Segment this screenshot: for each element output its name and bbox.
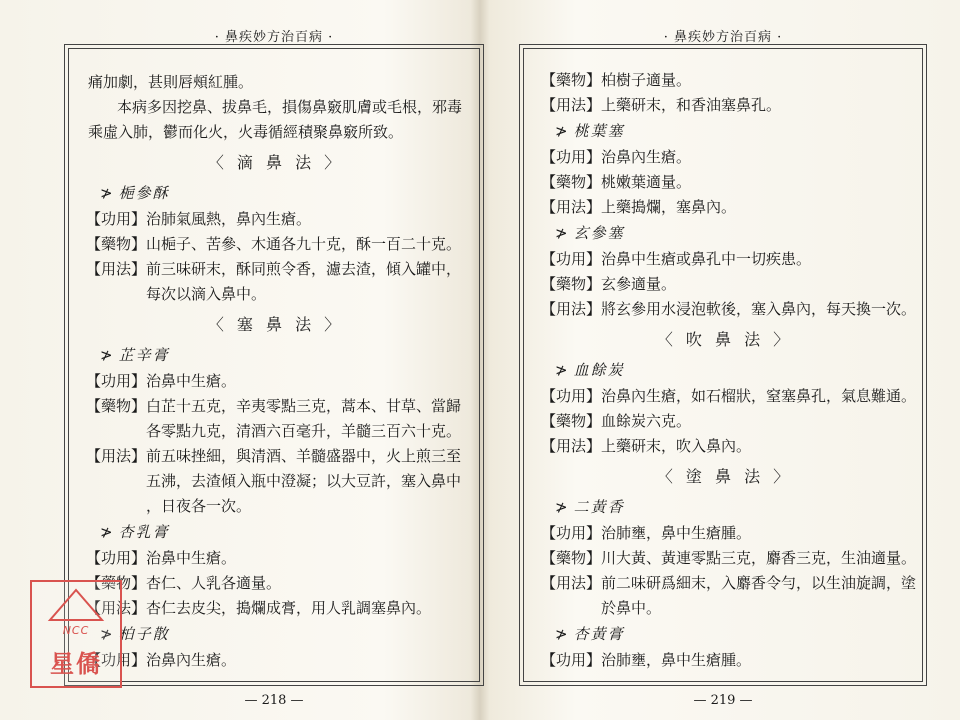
section-title: 〈 塞 鼻 法 〉 bbox=[207, 315, 345, 334]
intro-line: 本病多因挖鼻、拔鼻毛，損傷鼻竅肌膚或毛根，邪毒 bbox=[117, 98, 463, 116]
entry-gongyong: 【功用】 治肺壅，鼻中生瘡腫。 bbox=[541, 651, 752, 669]
entry-yongfa: 【用法】 前五味挫細，與清酒、羊髓盛器中，火上煎三至 bbox=[86, 447, 462, 465]
entry-continuation: ，日夜各一次。 bbox=[146, 497, 252, 515]
remedy-marker-icon: ≯ bbox=[555, 224, 570, 242]
entry-yongfa: 【用法】 上藥搗爛，塞鼻內。 bbox=[541, 198, 737, 216]
entry-continuation: 五沸，去渣傾入瓶中澄凝；以大豆許，塞入鼻中 bbox=[146, 472, 462, 490]
page-content bbox=[541, 68, 917, 673]
entry-yaowu: 【藥物】 白芷十五克，辛夷零點三克，蒿本、甘草、當歸 bbox=[86, 397, 462, 415]
entry-yaowu: 【藥物】 桃嫩葉適量。 bbox=[541, 173, 692, 191]
entry-continuation: 每次以滴入鼻中。 bbox=[146, 285, 267, 303]
running-head: · 鼻疾妙方治百病 · bbox=[663, 30, 783, 45]
remedy-title: ≯ 二黃香 bbox=[555, 498, 625, 516]
running-head: · 鼻疾妙方治百病 · bbox=[214, 30, 334, 45]
entry-yaowu: 【藥物】 川大黃、黃連零點三克，麝香三克，生油適量。 bbox=[541, 549, 917, 567]
page-content bbox=[86, 70, 466, 673]
stamp-brand: 星僑 bbox=[50, 650, 102, 678]
entry-yaowu: 【藥物】 杏仁、人乳各適量。 bbox=[86, 574, 282, 592]
remedy-title: ≯ 血餘炭 bbox=[555, 361, 625, 379]
stamp-logo-text: NCC bbox=[62, 624, 90, 637]
entry-gongyong: 【功用】 治鼻內生瘡。 bbox=[541, 148, 692, 166]
section-title: 〈 吹 鼻 法 〉 bbox=[656, 330, 794, 349]
entry-gongyong: 【功用】 治鼻中生瘡或鼻孔中一切疾患。 bbox=[541, 250, 812, 268]
entry-yongfa: 【用法】 上藥研末，吹入鼻內。 bbox=[541, 437, 752, 455]
remedy-title: ≯ 梔參酥 bbox=[100, 184, 170, 202]
remedy-marker-icon: ≯ bbox=[555, 625, 570, 643]
entry-gongyong: 【功用】 治肺氣風熱，鼻內生瘡。 bbox=[86, 210, 312, 228]
remedy-title: ≯ 桃葉塞 bbox=[555, 122, 625, 140]
page-number: — 219 — bbox=[693, 693, 753, 708]
entry-yaowu: 【藥物】 柏樹子適量。 bbox=[541, 71, 692, 89]
remedy-title: ≯ 芷辛膏 bbox=[100, 346, 170, 364]
remedy-marker-icon: ≯ bbox=[555, 361, 570, 379]
entry-gongyong: 【功用】 治鼻內生瘡，如石榴狀，窒塞鼻孔，氣息難通。 bbox=[541, 387, 917, 405]
section-title: 〈 塗 鼻 法 〉 bbox=[656, 467, 794, 486]
triangle-logo-icon bbox=[46, 588, 106, 622]
entry-yongfa: 【用法】 前三味研末，酥同煎令香，濾去渣，傾入罐中， bbox=[86, 260, 462, 278]
entry-gongyong: 【功用】 治鼻中生瘡。 bbox=[86, 372, 237, 390]
remedy-title: ≯ 杏乳膏 bbox=[100, 523, 170, 541]
remedy-marker-icon: ≯ bbox=[555, 122, 570, 140]
remedy-title: ≯ 玄參塞 bbox=[555, 224, 625, 242]
remedy-marker-icon: ≯ bbox=[100, 625, 115, 643]
intro-line: 痛加劇，甚則唇頰紅腫。 bbox=[88, 73, 254, 91]
remedy-title: ≯ 柏子散 bbox=[100, 625, 170, 643]
entry-yaowu: 【藥物】 山梔子、苦參、木通各九十克，酥一百二十克。 bbox=[86, 235, 462, 253]
entry-gongyong: 【功用】 治鼻中生瘡。 bbox=[86, 549, 237, 567]
entry-yongfa: 【用法】 上藥研末，和香油塞鼻孔。 bbox=[541, 96, 782, 114]
entry-yaowu: 【藥物】 血餘炭六克。 bbox=[541, 412, 692, 430]
remedy-marker-icon: ≯ bbox=[100, 184, 115, 202]
entry-gongyong: 【功用】 治鼻內生瘡。 bbox=[86, 651, 237, 669]
remedy-marker-icon: ≯ bbox=[100, 523, 115, 541]
entry-yongfa: 【用法】 前二味研爲細末，入麝香令勻，以生油旋調，塗 bbox=[541, 574, 917, 592]
section-title: 〈 滴 鼻 法 〉 bbox=[207, 153, 345, 172]
entry-yaowu: 【藥物】 玄參適量。 bbox=[541, 275, 677, 293]
remedy-title: ≯ 杏黃膏 bbox=[555, 625, 625, 643]
watermark-stamp bbox=[30, 580, 122, 688]
entry-continuation: 各零點九克，清酒六百毫升，羊髓三百六十克。 bbox=[146, 422, 462, 440]
right-page bbox=[523, 22, 923, 712]
entry-continuation: 於鼻中。 bbox=[601, 599, 662, 617]
remedy-marker-icon: ≯ bbox=[100, 346, 115, 364]
remedy-marker-icon: ≯ bbox=[555, 498, 570, 516]
entry-gongyong: 【功用】 治肺壅，鼻中生瘡腫。 bbox=[541, 524, 752, 542]
entry-yongfa: 【用法】 杏仁去皮尖，搗爛成膏，用人乳調塞鼻內。 bbox=[86, 599, 432, 617]
intro-line: 乘虛入肺，鬱而化火，火毒循經積聚鼻竅所致。 bbox=[88, 123, 404, 141]
entry-yongfa: 【用法】 將玄參用水浸泡軟後，塞入鼻內，每天換一次。 bbox=[541, 300, 917, 318]
left-page bbox=[68, 22, 480, 712]
page-number: — 218 — bbox=[244, 693, 304, 708]
